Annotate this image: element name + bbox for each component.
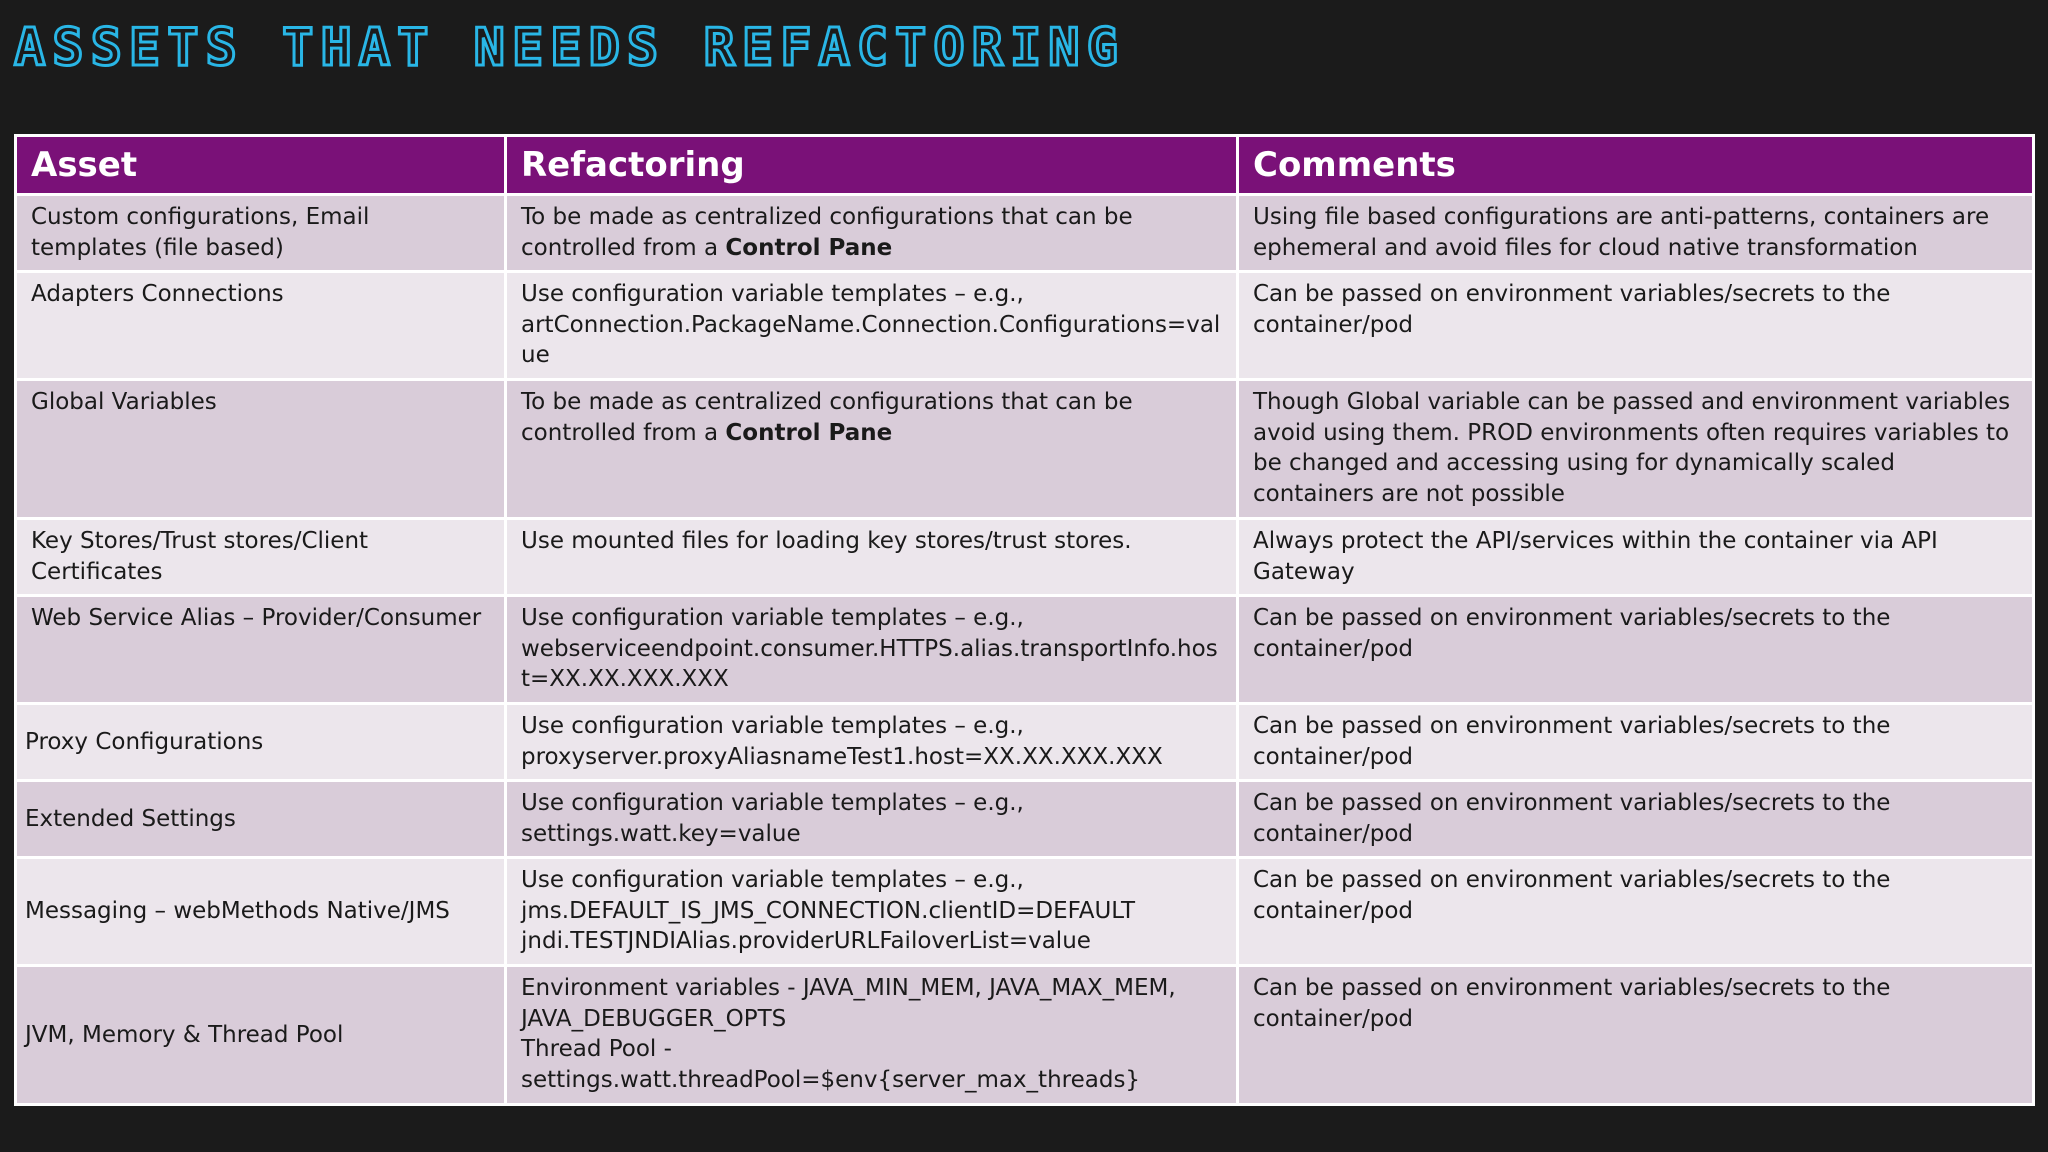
comments-cell: Using file based configurations are anti-patterns, containers are ephemeral and avoid files for cloud native transformation xyxy=(1238,195,2034,272)
refactoring-line: settings.watt.threadPool=$env{server_max_threads} xyxy=(521,1066,1141,1093)
asset-cell: Key Stores/Trust stores/Client Certificates xyxy=(16,519,506,596)
refactoring-line: proxyserver.proxyAliasnameTest1.host=XX.XX.XXX.XXX xyxy=(521,743,1163,770)
refactoring-cell xyxy=(506,380,1238,519)
asset-cell: Global Variables xyxy=(16,380,506,519)
refactoring-line: Use configuration variable templates – e.g., xyxy=(521,605,1024,631)
refactoring-cell xyxy=(506,858,1238,966)
comments-cell: Can be passed on environment variables/secrets to the container/pod xyxy=(1238,781,2034,858)
asset-cell: Messaging – webMethods Native/JMS xyxy=(16,858,506,966)
table-header-row xyxy=(16,136,2034,195)
comments-cell: Can be passed on environment variables/secrets to the container/pod xyxy=(1238,272,2034,380)
comments-cell: Always protect the API/services within the container via API Gateway xyxy=(1238,519,2034,596)
table-row xyxy=(16,781,2034,858)
refactoring-cell xyxy=(506,195,1238,272)
refactoring-cell xyxy=(506,704,1238,781)
refactoring-line: Use configuration variable templates – e.g., xyxy=(521,713,1024,739)
refactoring-bold-text: Control Pane xyxy=(725,234,893,261)
refactoring-line: webserviceendpoint.consumer.HTTPS.alias.transportInfo.host=XX.XX.XXX.XXX xyxy=(521,635,1218,692)
table-row xyxy=(16,195,2034,272)
refactoring-table-container xyxy=(14,134,2032,1106)
table-row xyxy=(16,704,2034,781)
refactoring-line: Use configuration variable templates – e.g., xyxy=(521,867,1024,893)
refactoring-line: Thread Pool - xyxy=(521,1036,672,1062)
slide-title: ASSETS THAT NEEDS REFACTORING xyxy=(14,18,1125,78)
asset-cell: Extended Settings xyxy=(16,781,506,858)
column-header-comments: Comments xyxy=(1238,136,2034,195)
refactoring-text: To be made as centralized configurations that can be controlled from a xyxy=(521,204,1133,261)
refactoring-line: Use configuration variable templates – e.g., xyxy=(521,281,1024,307)
comments-cell: Can be passed on environment variables/secrets to the container/pod xyxy=(1238,858,2034,966)
column-header-refactoring: Refactoring xyxy=(506,136,1238,195)
table-row xyxy=(16,519,2034,596)
comments-cell: Though Global variable can be passed and environment variables avoid using them. PROD environments often requires variables to be changed and accessing using for dynamically scaled containers are not possible xyxy=(1238,380,2034,519)
refactoring-line: Environment variables - JAVA_MIN_MEM, JAVA_MAX_MEM, JAVA_DEBUGGER_OPTS xyxy=(521,975,1176,1032)
refactoring-line: settings.watt.key=value xyxy=(521,820,801,847)
refactoring-bold-text: Control Pane xyxy=(725,419,893,446)
asset-cell: Proxy Configurations xyxy=(16,704,506,781)
refactoring-line: jndi.TESTJNDIAlias.providerURLFailoverList=value xyxy=(521,928,1091,954)
refactoring-cell: Use mounted files for loading key stores/trust stores. xyxy=(506,519,1238,596)
table-row xyxy=(16,272,2034,380)
comments-cell: Can be passed on environment variables/secrets to the container/pod xyxy=(1238,596,2034,704)
asset-cell: Adapters Connections xyxy=(16,272,506,380)
comments-cell: Can be passed on environment variables/secrets to the container/pod xyxy=(1238,704,2034,781)
table-row xyxy=(16,858,2034,966)
table-row xyxy=(16,380,2034,519)
refactoring-table xyxy=(14,134,2035,1106)
comments-cell: Can be passed on environment variables/secrets to the container/pod xyxy=(1238,966,2034,1105)
asset-cell: JVM, Memory & Thread Pool xyxy=(16,966,506,1105)
refactoring-cell xyxy=(506,272,1238,380)
refactoring-cell xyxy=(506,781,1238,858)
refactoring-cell xyxy=(506,596,1238,704)
asset-cell: Web Service Alias – Provider/Consumer xyxy=(16,596,506,704)
asset-cell: Custom configurations, Email templates (file based) xyxy=(16,195,506,272)
column-header-asset: Asset xyxy=(16,136,506,195)
refactoring-text: To be made as centralized configurations that can be controlled from a xyxy=(521,389,1133,446)
refactoring-cell xyxy=(506,966,1238,1105)
refactoring-line: jms.DEFAULT_IS_JMS_CONNECTION.clientID=DEFAULT xyxy=(521,897,1136,924)
table-row xyxy=(16,596,2034,704)
table-row xyxy=(16,966,2034,1105)
refactoring-line: artConnection.PackageName.Connection.Configurations=value xyxy=(521,311,1221,368)
refactoring-line: Use configuration variable templates – e.g., xyxy=(521,790,1024,816)
